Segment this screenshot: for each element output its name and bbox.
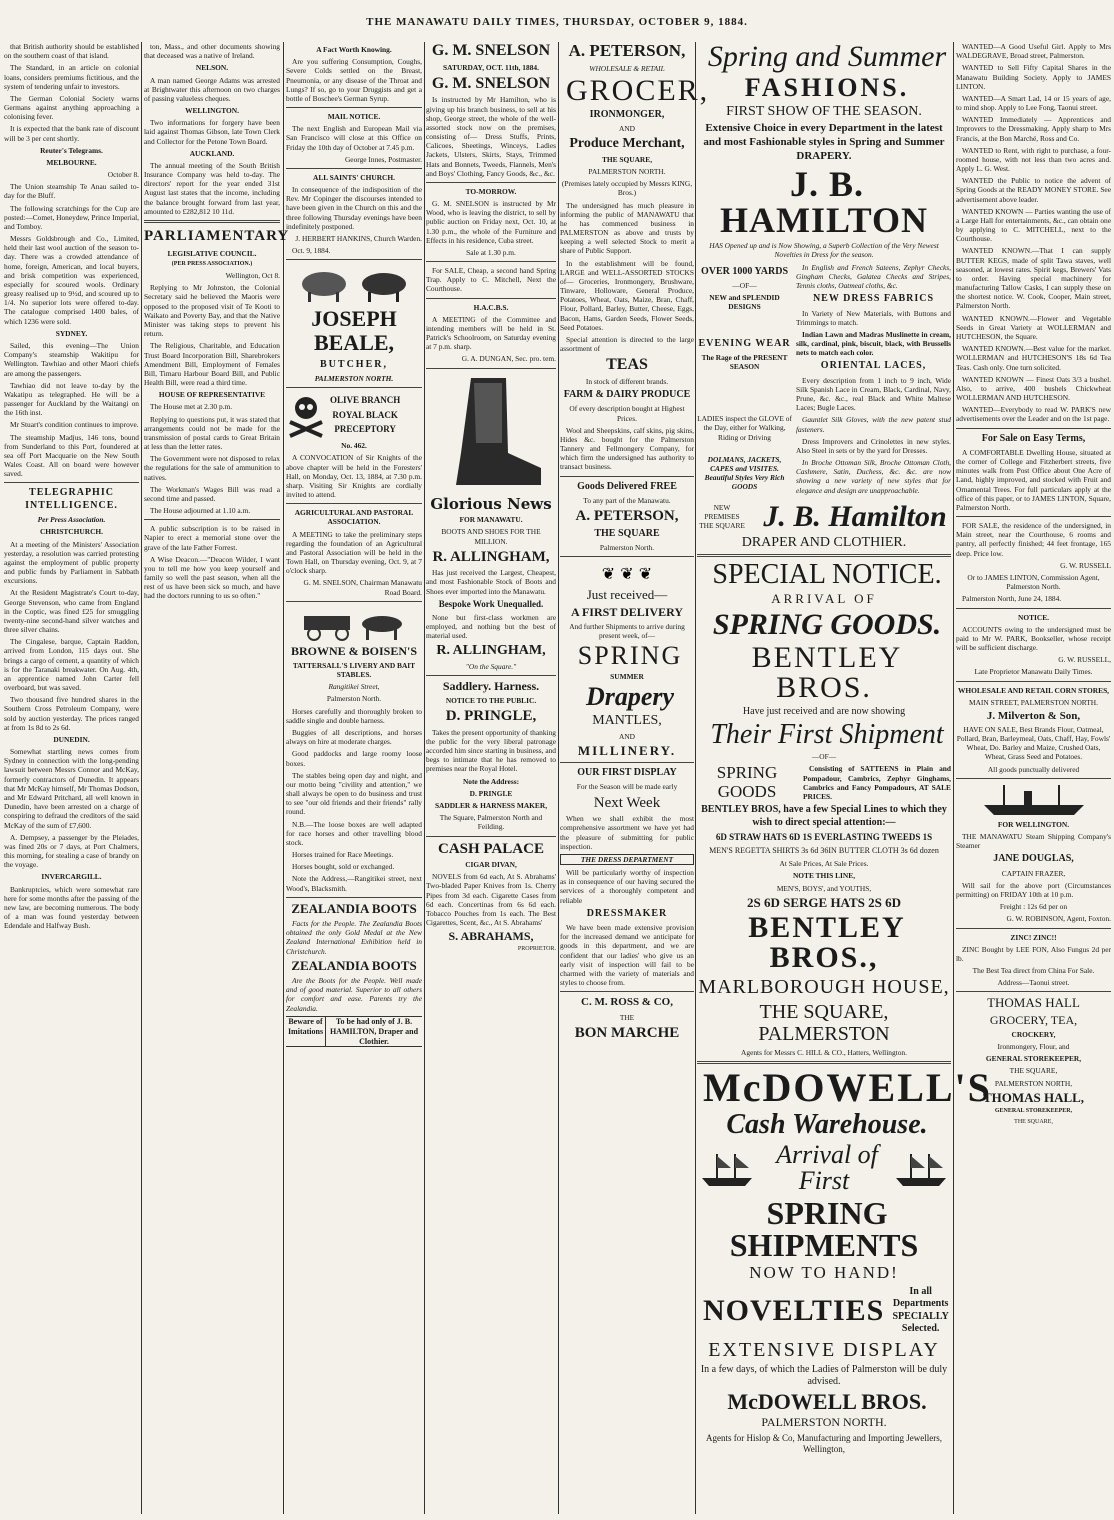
column-ads-3 xyxy=(286,42,422,1512)
ad-title: Saddlery. Harness. xyxy=(442,678,540,693)
ad-text: Buggies of all descriptions, and horses always on hire at moderate charges. xyxy=(286,728,422,747)
ad-subtitle: DRAPER AND CLOTHIER. xyxy=(741,534,907,550)
ad-title: J. B. HAMILTON xyxy=(719,164,929,241)
ad-title: Drapery xyxy=(585,682,675,712)
ad-title: D. PRINGLE xyxy=(469,788,513,798)
ad-title: Next Week xyxy=(593,794,661,811)
article-paragraph: A. Dempsey, a passenger by the Pleiades, was fined 20s or 7 days, at Port Chalmers, this morning, for stealing a case of brandy on the voyage. xyxy=(4,832,139,870)
ad-title: GROCERY, TEA, xyxy=(989,1012,1078,1027)
ad-title: BENTLEY BROS. xyxy=(751,640,903,704)
ad-subtitle: CROCKERY, xyxy=(1011,1029,1056,1039)
ad-title: SPRING SHIPMENTS xyxy=(729,1195,919,1264)
ad-text: Horses bought, sold or exchanged. xyxy=(292,862,395,872)
ad-location: PALMERSTON NORTH, xyxy=(994,1078,1073,1088)
ad-signature: G. W. RUSSELL, xyxy=(1058,655,1111,665)
ad-title: ZEALANDIA BOOTS xyxy=(291,957,417,973)
ad-text: Have just received and are now showing xyxy=(742,705,906,717)
classified-ad: WANTED KNOWN.—Best value for the market. WOLLERMAN and HUTCHESON'S 18s 6d Tea Teas. Cash only. One turn solicited. xyxy=(956,344,1111,372)
ad-text: (Premises lately occupied by Messrs KING, Bros.) xyxy=(561,179,693,198)
article-paragraph: The Religious, Charitable, and Education Trust Board Incorporation Bill, Sharebrokers Amendment Bill, Employment of Females Bill, Timaru Harbour Board Bill, and Public Health Bill, were read a third time. xyxy=(144,341,280,388)
ad-title: JOSEPH BEALE, xyxy=(311,306,397,356)
dateline: WELLINGTON. xyxy=(185,106,239,116)
ad-title: D. PRINGLE, xyxy=(445,708,537,725)
ad-title: C. M. ROSS & CO, xyxy=(581,996,673,1009)
ad-subtitle: PALMERSTON NORTH. xyxy=(761,1415,887,1430)
dateline: SYDNEY. xyxy=(55,328,88,338)
ad-title: FASHIONS. xyxy=(744,73,910,102)
ad-title: BROWNE & BOISEN'S xyxy=(290,643,418,658)
ad-text: To any part of the Manawatu. xyxy=(583,496,671,505)
svg-text:❦ ❦ ❦: ❦ ❦ ❦ xyxy=(601,564,653,584)
column-classifieds-7 xyxy=(956,42,1111,1512)
column-rule xyxy=(953,42,954,1514)
byline: (PER PRESS ASSOCIATION.) xyxy=(171,260,253,267)
article-paragraph: A man named George Adams was arrested at Brightwater this afternoon on two charges of passing valueless cheques. xyxy=(144,75,280,103)
ad-location: Palmerston North. xyxy=(326,694,382,704)
ad-text: LADIES inspect the GLOVE of the Day, either for Walking, Riding or Driving xyxy=(697,414,792,442)
article-paragraph: The annual meeting of the South British Insurance Company was held to-day. The directors' report for the year ended 31st August last states that the income, including the balance brought forward from last year, amounted to £282,812 10 11d. xyxy=(144,160,280,216)
ad-text: NEW PREMISES THE SQUARE xyxy=(699,503,745,531)
ad-heading: EVENING WEAR xyxy=(698,337,791,349)
ad-text: The undersigned has much pleasure in informing the public of MANAWATU that he has commenced business in PALMERSTON as above and trusts by keeping a well selected Stock to merit a share of Public Support. xyxy=(560,200,694,256)
article-paragraph: Replying to Mr Johnston, the Colonial Secretary said he believed the Maoris were opposed to the proposed visit of Te Kooti to Waikato and Poverty Bay, and that the Native Minister was taking steps to prevent his return. xyxy=(144,283,280,339)
column-rule xyxy=(695,42,696,1514)
ad-text: THE xyxy=(619,1012,635,1022)
dateline: MELBOURNE. xyxy=(46,157,97,167)
ad-heading: THE DRESS DEPARTMENT xyxy=(560,854,694,865)
ad-title: A. PETERSON, xyxy=(575,508,679,525)
ad-title: SPRING xyxy=(577,641,683,671)
ad-heading: NOTE THIS LINE, xyxy=(792,871,856,881)
ad-text: Of every description bought at Highest Prices. xyxy=(569,404,685,423)
date: Wellington, Oct 8. xyxy=(225,271,280,281)
ad-text: In the establishment will be found, LARGE and WELL-ASSORTED STOCKS of— Groceries, Ironmongery, Brushware, Tinware, Holloware, General Produce, Potatoes, Wheat, Oats, Maize, Bran, Chaff, Flour, Pollard, Barley, Butter, Cheese, Eggs, Bacon, Hams, Garden Seeds, Flower Seeds, Seed Potatoes. xyxy=(560,258,694,332)
sub-heading: LEGISLATIVE COUNCIL. xyxy=(167,248,257,258)
ad-text: Consisting of SATTEENS in Plain and Pompadour, Cambrics, Zephyr Ginghams, Cambrics and Fancy Pompadours, AT SALE PRICES. xyxy=(803,764,951,801)
ad-date: Oct. 9, 1884. xyxy=(292,246,331,256)
section-heading: Reuter's Telegrams. xyxy=(40,145,103,155)
classified-ad: A COMFORTABLE Dwelling House, situated at the corner of College and Fitzherbert streets, five minutes walk from Post Office about One Acre of Land, highly improved, and stocked with Fruit and Ornamental Trees. For full particulars apply at the office of this paper, or to JAMES LINTON, Square, Palmerston North. xyxy=(956,447,1111,512)
classified-ad: WANTED KNOWN.—Flower and Vegetable Seeds in Great Variety at WOLLERMAN and HUTCHESON, the Square. xyxy=(956,313,1111,341)
ad-location: THE SQUARE, xyxy=(1009,1066,1058,1076)
ad-title: BENTLEY BROS., xyxy=(748,911,906,975)
date: October 8. xyxy=(107,170,139,180)
ad-text: We have been made extensive provision for the increased demand we anticipate for goods in this department, and we are confident that our ladies' who give us an early visit of inspection will fail to be charmed with the variety of materials and styles to choose from. xyxy=(560,923,694,988)
ad-heading: OUR FIRST DISPLAY xyxy=(577,767,677,779)
article-paragraph: Replying to questions put, it was stated that arrangements could not be made for the transmission of postal cards to Great Britain at less than the letter rates. xyxy=(144,414,280,452)
ad-text: When we shall exhibit the most comprehensive assortment we have yet had the pleasure of submitting for public inspection. xyxy=(560,814,694,851)
ad-title: ROYAL BLACK xyxy=(332,409,398,420)
ad-title: McDOWELL'S xyxy=(703,1065,992,1111)
article-paragraph: A public subscription is to be raised in Napier to erect a memorial stone over the grave of the late Father Forrest. xyxy=(144,524,280,552)
ad-subtitle: The Rage of the PRESENT SEASON xyxy=(701,352,788,372)
horse-and-carriage-icon xyxy=(294,606,414,642)
classified-ad: ACCOUNTS owing to the undersigned must be paid to Mr W. PARK, Bookseller, whose receipt will be sufficient discharge. xyxy=(956,624,1111,653)
ad-location: Rangitikei Street, xyxy=(328,682,380,692)
ad-location: PALMERSTON NORTH. xyxy=(588,166,666,176)
ad-text: Sale at 1.30 p.m. xyxy=(466,247,516,257)
ad-subtitle: "On the Square." xyxy=(465,661,517,671)
ad-text: Agents for Hislop & Co, Manufacturing and Importing Jewellers, Wellington, xyxy=(706,1432,942,1454)
ad-text: Freight : 12s 6d per on xyxy=(999,902,1068,912)
article-paragraph: Sailed, this evening—The Union Company's steamship Wakitipu for Wellington. Tawhiao and other Maori chiefs are among the passengers. xyxy=(4,340,139,378)
ad-text: Horses carefully and thoroughly broken to saddle single and double harness. xyxy=(286,706,422,725)
classified-ad: WANTED—Everybody to read W. PARK'S new advertisements over the Leader and on the 1st page. xyxy=(956,405,1111,424)
article-paragraph: Bankruptcies, which were somewhat rare here for some months after the passing of the new law, are becoming numerous. The body of a man was found yesterday between Edendale and Halfway Bush. xyxy=(4,884,139,931)
ad-text: Wool and Sheepskins, calf skins, pig skins, Hides &c. bought for the Palmerston Tannery and Fellmongery Company, for which firm the undersigned has authority to transact business. xyxy=(560,425,694,472)
ad-title: EXTENSIVE DISPLAY xyxy=(708,1338,940,1361)
ad-heading: Bespoke Work Unequalled. xyxy=(438,598,544,609)
article-paragraph: The steamship Madjus, 146 tons, bound from Sunderland to this Port, foundered at sea off Port Macquarie on the New South Wales Coast. All on board were however saved. xyxy=(4,432,139,479)
article-paragraph: The House met at 2.30 p.m. xyxy=(150,402,233,412)
ad-title: 2S 6D SERGE HATS 2S 6D xyxy=(747,894,901,910)
ad-title: R. ALLINGHAM, xyxy=(436,643,546,659)
classified-ad: WANTED—A Good Useful Girl. Apply to Mrs WALDEGRAVE, Broad street, Palmerston. xyxy=(956,42,1111,61)
ad-heading: FOR WELLINGTON. xyxy=(997,819,1070,829)
ad-number: No. 462. xyxy=(341,441,367,451)
classified-ad: WANTED the Public to notice the advent of Spring Goods at the READY MONEY STORE. See advertisement above leader. xyxy=(956,176,1111,204)
article-paragraph: Mr Stuart's condition continues to improve. xyxy=(10,420,139,430)
ad-location: The Square, Palmerston North and Feilding. xyxy=(439,813,543,832)
ad-heading: NOTICE TO THE PUBLIC. xyxy=(445,696,537,706)
dateline: AUCKLAND. xyxy=(189,148,235,158)
ad-title: BON MARCHE xyxy=(574,1025,680,1042)
dateline: INVERCARGILL. xyxy=(41,872,102,882)
ad-title: PRECEPTORY xyxy=(334,423,396,434)
ad-text: Address—Taonui street. xyxy=(997,978,1070,988)
ad-heading: WHOLESALE AND RETAIL CORN STORES, xyxy=(957,685,1110,695)
article-paragraph: At a meeting of the Ministers' Association yesterday, a resolution was carried protesting against the employment of public property and public funds by Parliament in Sabbath excursions. xyxy=(4,539,139,586)
ornament-icon xyxy=(577,561,677,585)
ad-heading: DRESSMAKER xyxy=(586,907,668,919)
article-paragraph: Two informations for forgery have been laid against Thomas Gibson, late Town Clerk and Collector for the Petone Town Board. xyxy=(144,118,280,146)
ad-text: BENTLEY BROS, have a few Special Lines to which they wish to direct special attention:— xyxy=(701,804,947,828)
ad-text: Good paddocks and large roomy loose boxes. xyxy=(286,749,422,768)
ad-location: THE SQUARE xyxy=(594,527,660,539)
article-paragraph: The Government were not disposed to relax the regulations for the sale of ammunition to natives. xyxy=(144,454,280,482)
ad-title: A. PETERSON, xyxy=(568,41,686,60)
sub-heading: HOUSE OF REPRESENTATIVE xyxy=(158,390,266,400)
ad-heading: ALL SAINTS' CHURCH. xyxy=(313,172,395,182)
ad-subtitle: FOR MANAWATU. xyxy=(459,515,523,525)
article-paragraph: It is expected that the bank rate of discount will be 3 per cent shortly. xyxy=(4,124,139,143)
masthead-title: THE MANAWATU DAILY TIMES, THURSDAY, OCTOBER 9, 1884. xyxy=(366,16,748,28)
article-paragraph: At the Resident Magistrate's Court to-day, George Stevenson, who came from England in the Coptic, was fined £25 for smuggling twenty-nine second-hand silver watches and three silver chains. xyxy=(4,588,139,635)
ad-title: Produce Merchant, xyxy=(569,136,685,152)
ad-text: 6D STRAW HATS 6D 1S EVERLASTING TWEEDS 1S xyxy=(715,832,933,843)
column-rule xyxy=(141,42,142,1514)
section-heading: PARLIAMENTARY xyxy=(144,227,290,244)
boot-icon xyxy=(436,373,546,493)
ad-title: Spring and Summer xyxy=(707,40,947,73)
ad-text: Is instructed by Mr Hamilton, who is giving up his branch business, to sell at his shop, George street, the whole of the well-assorted stock now on the premises, consisting of— Dress Stuffs, Prints, Calicoes, Sheetings, Winceys, Ladies Jackets, Ulsters, Skirts, Stays, Trimmed Hats and Bonnets, Tweeds, Flannels, Men's and Boys' Clothing, Fancy Goods, &c., &c. xyxy=(426,95,556,178)
ad-text: In English and French Sateens, Zephyr Checks, Gingham Checks, Galatea Checks and Stripes, Tennis cloths, Oatmeal cloths, &c. xyxy=(796,262,951,290)
ad-text: MEN'S REGETTA SHIRTS 3s 6d 36IN BUTTER CLOTH 3s 6d dozen xyxy=(709,846,939,856)
ad-text: Will be particularly worthy of inspection as in consequence of our having secured the services of a thoroughly competent and reliable xyxy=(560,868,694,905)
ad-text: In consequence of the indisposition of the Rev. Mr Copinger the discourses intended to have been given in the Church on this and the three following Thursday evenings have been indefinitely postponed. xyxy=(286,185,422,231)
ad-subtitle: CIGAR DIVAN, xyxy=(465,860,517,869)
ad-text: DOLMANS, JACKETS, CAPES and VISITES. Beautiful Styles Very Rich GOODS xyxy=(704,454,785,492)
ad-title: MANTLES, xyxy=(592,713,662,729)
column-news-1 xyxy=(4,42,139,1512)
column-ads-6 xyxy=(697,40,992,1512)
ad-heading: ZINC! ZINC!! xyxy=(1010,932,1057,942)
ad-subtitle: PROPRIETOR. xyxy=(517,946,556,953)
ad-text: Has just received the Largest, Cheapest, and most Fashionable Stock of Boots and Shoes ever imported into the Manawatu. xyxy=(426,568,556,596)
article-paragraph: The Standard, in an article on colonial loans, considers premiums fictitious, and the system of tendering unfair to investors. xyxy=(4,63,139,91)
ad-text: NOVELS from 6d each, At S. Abrahams' Two-bladed Paper Knives from 1s. Cherry Pipes from 3d each. Cigarette Cases from 6d each. Concertinas from 6s 6d each. Tobacco Pouches from 1s each. The Best Cigarettes, Scent, &c., At S. Abrahams' xyxy=(426,872,556,928)
classified-ad: WANTED—A Smart Lad, 14 or 15 years of age, to mind shop. Apply to Lee Fong, Taonui street. xyxy=(956,93,1111,113)
ad-subtitle: GENERAL STOREKEEPER, xyxy=(994,1108,1073,1115)
ad-text: Are the Boots for the People. Well made and of good material. Superior to all others for comfort and ease. Parents try the Zealandia. xyxy=(286,976,422,1013)
ad-text: Late Proprietor Manawatu Daily Times. xyxy=(974,667,1093,677)
ad-text: Every description from 1 inch to 9 inch, Wide Silk Spanish Lace in Cream, Black, Cardinal, Navy, Prune, &c. &c., real Black and White Maltese Laces; Bugle Laces. xyxy=(796,375,951,413)
article-paragraph: ton, Mass., and other documents showing that deceased was a native of Ireland. xyxy=(144,42,280,61)
ad-date: Palmerston North, June 24, 1884. xyxy=(962,594,1062,604)
ad-title: MILLINERY. xyxy=(577,742,677,758)
column-ads-4 xyxy=(426,42,556,1512)
ad-heading: OVER 1000 YARDS xyxy=(700,265,789,277)
ad-heading: H.A.C.B.S. xyxy=(473,302,509,312)
section-heading: TELEGRAPHIC INTELLIGENCE. xyxy=(25,487,118,511)
ad-text: CAPTAIN FRAZER, xyxy=(1001,868,1066,878)
ad-location: Palmerston North. xyxy=(599,543,655,553)
classified-ad: Will sail for the above port (Circumstances permitting) on FRIDAY 10th at 10 p.m. xyxy=(956,880,1111,900)
ad-text: MEN'S, BOYS', and YOUTHS, xyxy=(776,883,872,893)
ad-text: G. M. SNELSON is instructed by Mr Wood, who is leaving the district, to sell by public auction on Friday next, Oct. 10, at 1.30 p.m., the whole of the Furniture and Effects in his residence, Cuba street. xyxy=(426,199,556,245)
ad-title: JANE DOUGLAS, xyxy=(993,853,1074,865)
classified-ad: THE MANAWATU Steam Shipping Company's Steamer xyxy=(956,832,1111,851)
column-ads-5 xyxy=(560,41,710,1512)
ad-text: Takes the present opportunity of thanking the public for the very liberal patronage accorded him since starting in business, and begs to intimate that he has removed to premises near the Royal Hotel. xyxy=(426,727,556,774)
ad-title: Just received— xyxy=(586,587,668,603)
column-rule xyxy=(283,42,284,1514)
ad-title: CASH PALACE xyxy=(438,840,544,857)
ad-heading: TO-MORROW. xyxy=(465,186,517,196)
ad-title: S. ABRAHAMS, xyxy=(448,929,534,944)
ad-title: SPECIAL NOTICE. xyxy=(712,559,942,591)
ad-text: All goods punctually delivered xyxy=(987,764,1080,774)
ad-location: THE SQUARE, xyxy=(1014,1118,1053,1125)
ad-title: ZEALANDIA BOOTS xyxy=(291,900,417,916)
classified-ad: WANTED KNOWN — Finest Oats 3/3 a bushel. Also, to arrive, 400 bushels Chickwheat WOLLERMAN AND HUTCHESON. xyxy=(956,374,1111,403)
ad-title: SPRING GOODS xyxy=(716,763,778,801)
article-paragraph: Somewhat startling news comes from Sydney in connection with the long-pending lawsuit between Messrs Connor and McKay, formerly contractors of Dunedin. It appears that Mr McKay himself, Mr Thomas Dodson, and Mr Edward Pritchard, all well known in Dunedin, have been arrested on a charge of conspiring to defraud the creditors of the said McKay of the sum of £7,600. xyxy=(4,747,139,830)
ad-title: R. ALLINGHAM, xyxy=(432,548,550,565)
classified-ad: WANTED to Rent, with right to purchase, a four-roomed house, with not less than two acres and. Apply L. G. West. xyxy=(956,145,1111,174)
ad-heading: FIRST SHOW OF THE SEASON. xyxy=(726,104,922,119)
sheep-and-ox-icon xyxy=(294,264,414,304)
ad-heading: A Fact Worth Knowing. xyxy=(316,45,392,54)
ad-text: Note the Address,—Rangitikei street, next Wood's, Blacksmith. xyxy=(286,874,422,893)
ad-title: OLIVE BRANCH xyxy=(330,395,401,406)
ad-heading: Note the Address: xyxy=(462,776,520,786)
ad-signature: G. W. RUSSELL xyxy=(1060,560,1111,570)
ad-text: In Variety of New Materials, with Buttons and Trimmings to match. xyxy=(796,308,951,327)
dateline: NELSON. xyxy=(195,63,229,73)
ad-text: The Best Tea direct from China For Sale. xyxy=(972,966,1095,976)
classified-ad: FOR SALE, the residence of the undersigned, in Main street, near the Courthouse, 6 rooms and pantry, all perfectly finished; 44 feet frontage, 165 deep. Price low. xyxy=(956,521,1111,558)
ad-text: —OF— xyxy=(732,281,757,290)
ad-text: Gauntlet Silk Gloves, with the new patent stud fasteners. xyxy=(796,415,951,434)
steamship-icon xyxy=(979,783,1089,817)
article-paragraph: The Union steamship Te Anau sailed to-day for the Bluff. xyxy=(4,182,139,201)
ad-text: Extensive Choice in every Department in the latest and most Fashionable styles in Spring and Summer DRAPERY. xyxy=(703,122,945,162)
ad-title: Glorious News xyxy=(430,494,552,513)
masthead xyxy=(0,0,1114,40)
ad-text: Horses trained for Race Meetings. xyxy=(292,850,394,860)
ad-heading: FARM & DAIRY PRODUCE xyxy=(563,389,691,401)
ad-title: THOMAS HALL, xyxy=(982,1089,1085,1105)
ad-title: Their First Shipment xyxy=(710,718,944,750)
ad-text: AND xyxy=(618,731,635,741)
dateline: DUNEDIN. xyxy=(53,734,90,744)
ad-heading: NEW and SPLENDID DESIGNS xyxy=(709,293,780,312)
ad-text: And further Shipments to arrive during present week, of— xyxy=(569,621,685,640)
ad-text: For the Season will be made early xyxy=(576,782,678,792)
article-paragraph: that British authority should be established on the southern coast of that island. xyxy=(4,42,139,61)
ad-text: Agents for Messrs C. HILL & CO., Hatters, Wellington. xyxy=(741,1048,907,1058)
ad-text: Dress Improvers and Crinolettes in new styles. Also Steel in sets or by the yard for Dresses. xyxy=(796,436,951,455)
ad-title: McDOWELL BROS. xyxy=(727,1389,927,1415)
beware-label: Beware of Imitations xyxy=(286,1017,326,1047)
ad-heading: NOTICE. xyxy=(1017,612,1049,622)
ad-heading: AGRICULTURAL AND PASTORAL ASSOCIATION. xyxy=(294,508,414,527)
ad-text: N.B.—The loose boxes are well adapted for race horses and other travelling blood stock. xyxy=(286,819,422,847)
ad-title: GROCER, xyxy=(566,73,710,107)
ad-text: HAS Opened up and is Now Showing, a Superb Collection of the Very Newest Novelties in Dress for the season. xyxy=(709,241,939,260)
ad-text: None but first-class workmen are employed, and nothing but the best of material used. xyxy=(426,612,556,641)
ship-icon xyxy=(697,1150,757,1190)
ad-signature: G. M. SNELSON, Chairman Manawatu Road Board. xyxy=(303,578,422,597)
ad-text: A MEETING of the Committee and intending members will be held in St. Patrick's Schoolroom, on Saturday evening at 7 p.m. sharp. xyxy=(426,314,556,352)
article-paragraph: The Workman's Wages Bill was read a second time and passed. xyxy=(144,484,280,503)
ad-location: PALMERSTON NORTH. xyxy=(314,374,394,384)
ad-text: In Broche Ottoman Silk, Broche Ottoman Cloth, Cashmere, Satin, Duchess, &c. &c. are now showing a new variety of new styles that for elegance and design are unapproachable. xyxy=(796,458,951,495)
ad-text: Ironmongery, Flour, and xyxy=(997,1042,1070,1052)
ad-heading: NEW DRESS FABRICS xyxy=(812,293,935,305)
ad-title: G. M. SNELSON xyxy=(431,42,551,59)
ad-subtitle: GENERAL STOREKEEPER, xyxy=(985,1054,1082,1064)
article-paragraph: Two thousand five hundred shares in the Southern Cross Petroleum Company, were sold by auction yesterday. The prices ranged at from 1s 8d to 2s 6d. xyxy=(4,695,139,732)
skull-crossbones-icon xyxy=(286,392,326,438)
classified-ad: WANTED KNOWN.—That I can supply BUTTER KEGS, made of split Tawa staves, well seasoned, at lowest rates. Spirit kegs, Brewers' Vats to order. Having special machinery for manufacturing Tallow Casks, I can supply these on the shortest notice. W. Cook, Cooper, Main street, Palmerston North. xyxy=(956,246,1111,311)
ad-text: Or to JAMES LINTON, Commission Agent, Palmerston North. xyxy=(967,572,1100,592)
ad-subtitle: SUMMER xyxy=(610,672,644,682)
ad-heading: Goods Delivered FREE xyxy=(577,480,677,492)
ad-text: To be had only of J. B. HAMILTON, Draper and Clothier. xyxy=(329,1016,419,1046)
ad-text: AND xyxy=(618,124,635,134)
ad-title: MARLBOROUGH HOUSE, xyxy=(698,976,950,999)
ad-location: THE SQUARE, xyxy=(601,154,653,164)
ad-title: NOVELTIES xyxy=(703,1293,885,1327)
ad-text: Special attention is directed to the large assortment of xyxy=(560,334,694,354)
ad-subtitle: SADDLER & HARNESS MAKER, xyxy=(434,800,548,810)
ad-signature: George Innes, Postmaster. xyxy=(344,154,422,164)
ad-title: Arrival of First xyxy=(776,1140,878,1196)
ad-title: A FIRST DELIVERY xyxy=(570,604,684,619)
ad-subtitle: WHOLESALE & RETAIL xyxy=(589,63,665,73)
ad-title: SPRING GOODS. xyxy=(712,607,942,641)
ad-title: Cash Warehouse. xyxy=(726,1109,928,1141)
ad-text: A CONVOCATION of Sir Knights of the above chapter will be held in the Foresters' Hall, on Monday, Oct. 13, 1884, at 7.30 p.m. sharp. Visiting Sir Knights are cordially invited to attend. xyxy=(286,453,422,500)
classified-ad: WANTED KNOWN — Parties wanting the use of a Large Hall for entertainments, &c., can obtain one by applying to C. MITCHELL, next to the Courthouse. xyxy=(956,206,1111,244)
ad-title: TEAS xyxy=(606,356,648,374)
classified-ad: WANTED Immediately — Apprentices and Improvers to the Dressmaking. Apply sharp to Mrs Francis, at the Bon Marché, Ross and Co. xyxy=(956,115,1111,143)
ship-icon xyxy=(891,1150,951,1190)
ad-signature: J. HERBERT HANKINS, Church Warden. xyxy=(295,233,422,243)
ad-text: BOOTS AND SHOES FOR THE MILLION. xyxy=(441,527,541,546)
ad-text: Facts for the People. The Zealandia Boots obtained the only Gold Medal at the New Zealand International Exhibition held in Christchurch. xyxy=(286,919,422,956)
ad-title: J. Milverton & Son, xyxy=(986,709,1081,722)
article-paragraph: Messrs Goldsbrough and Co., Limited, held their last wool auction of the season to-day. There was a crowded attendance of home, foreign, American, and local buyers, and brisk competition was experienced, especially for scoured wools. Ordinary greasy realised up to 9½d, and scoured up to 1/4. No superior lots were offered to-day. The catalogue comprised 1400 bales, of which 1236 were sold. xyxy=(4,234,139,326)
ad-text: Indian Lawn and Madras Muslinette in cream, silk, cardinal, pink, biscuit, black, with Brussells nets to match each color. xyxy=(796,329,951,358)
column-rule xyxy=(558,42,559,1514)
article-paragraph: The House adjourned at 1.10 a.m. xyxy=(150,506,251,516)
ad-title: THOMAS HALL xyxy=(987,995,1080,1011)
ad-text: HAVE ON SALE, Best Brands Flour, Oatmeal, Pollard, Bran, Barleymeal, Oats, Chaff, Hay, Fowls' Wheat, Do. Barley and Maize, Crushed Oats, Wheat, Grass Seed and Potatoes. xyxy=(956,724,1111,762)
ad-signature: G. A. DUNGAN, Sec. pro. tem. xyxy=(461,354,556,364)
ad-text: Are you suffering Consumption, Coughs, Severe Colds settled on the Breast, Pneumonia, or any disease of the Throat and Lungs? If so, go to your Druggists and get a bottle of Boschee's German Syrup. xyxy=(286,57,422,103)
article-paragraph: A Wise Deacon.—"Deacon Wilder, I want you to tell me how you keep yourself and family so well the past season, when all the rest of us have been sick so much, and have had the doctors running to us so often." xyxy=(144,554,280,601)
ad-text: The stables being open day and night, and our motto being "civility and attention," we shall always be open to do business and trust to see "our old friends and their friends" rally round. xyxy=(286,770,422,817)
column-rule xyxy=(424,42,425,1514)
article-paragraph: The Cingalese, barque, Captain Raddon, arrived from London, 115 days out. She brings a cargo of cement, a quantity of which is for the Taranaki breakwater. On Aug. 4th, an apprentice named John Carter fell overboard, but was saved. xyxy=(4,637,139,693)
ad-text: —OF— xyxy=(811,751,837,761)
article-paragraph: The following scratchings for the Cup are posted:—Comet, Honeydew, Prince Imperial, and Tomboy. xyxy=(4,203,139,231)
column-news-2 xyxy=(144,42,290,1512)
ad-title: J. B. Hamilton xyxy=(763,499,947,533)
ad-text: A MEETING to take the preliminary steps regarding the foundation of an Agricultural and Pastoral Association will be held in the Town Hall, on Thursday evening, Oct. 9, at 7 o'clock sharp. xyxy=(286,529,422,576)
article-paragraph: The German Colonial Society warns Germans against anything approaching a colonising fever. xyxy=(4,93,139,122)
ad-text: In a few days, of which the Ladies of Palmerston will be duly advised. xyxy=(700,1363,948,1387)
ad-date: SATURDAY, OCT. 11th, 1884. xyxy=(443,62,539,72)
dateline: CHRISTCHURCH. xyxy=(39,527,104,537)
ad-subtitle: IRONMONGER, xyxy=(589,108,665,120)
ad-signature: G. W. ROBINSON, Agent, Foxton. xyxy=(1006,914,1111,924)
ad-subtitle: TATTERSALL'S LIVERY AND BAIT STABLES. xyxy=(292,660,416,680)
ad-text: The next English and European Mail via San Francisco will close at this Office on Friday the 10th day of October at 7.45 p.m. xyxy=(286,124,422,152)
ad-title: NOW TO HAND! xyxy=(749,1263,899,1283)
ad-location: MAIN STREET, PALMERSTON NORTH. xyxy=(969,697,1098,707)
ad-title: THE SQUARE, PALMERSTON xyxy=(758,1001,890,1046)
ad-subtitle: BUTCHER, xyxy=(320,358,388,370)
ad-title: G. M. SNELSON xyxy=(431,74,551,92)
ad-text: At Sale Prices, At Sale Prices. xyxy=(779,859,869,869)
ad-heading: MAIL NOTICE. xyxy=(327,112,381,122)
byline: Per Press Association. xyxy=(37,515,106,525)
ad-text: In stock of different brands. xyxy=(585,376,669,386)
classified-ad: WANTED to Sell Fifty Capital Shares in the Manawatu Building Society. Apply to JAMES LINTON. xyxy=(956,63,1111,91)
ad-heading: ORIENTAL LACES, xyxy=(820,360,927,372)
article-paragraph: Tawhiao did not leave to-day by the Wakatipu as telegraphed. He will be a passenger for Auckland by the Waitangi on the 16th inst. xyxy=(4,380,139,418)
ad-text: For SALE, Cheap, a second hand Spring Trap. Apply to C. Mitchell, Next the Courthouse. xyxy=(426,266,556,294)
ad-heading: For Sale on Easy Terms, xyxy=(981,432,1086,444)
ad-subtitle: ARRIVAL OF xyxy=(771,591,877,607)
classified-ad: ZINC Bought by LEE FON, Also Fungus 2d per lb. xyxy=(956,944,1111,963)
ad-text: In all Departments SPECIALLY Selected. xyxy=(892,1285,949,1335)
